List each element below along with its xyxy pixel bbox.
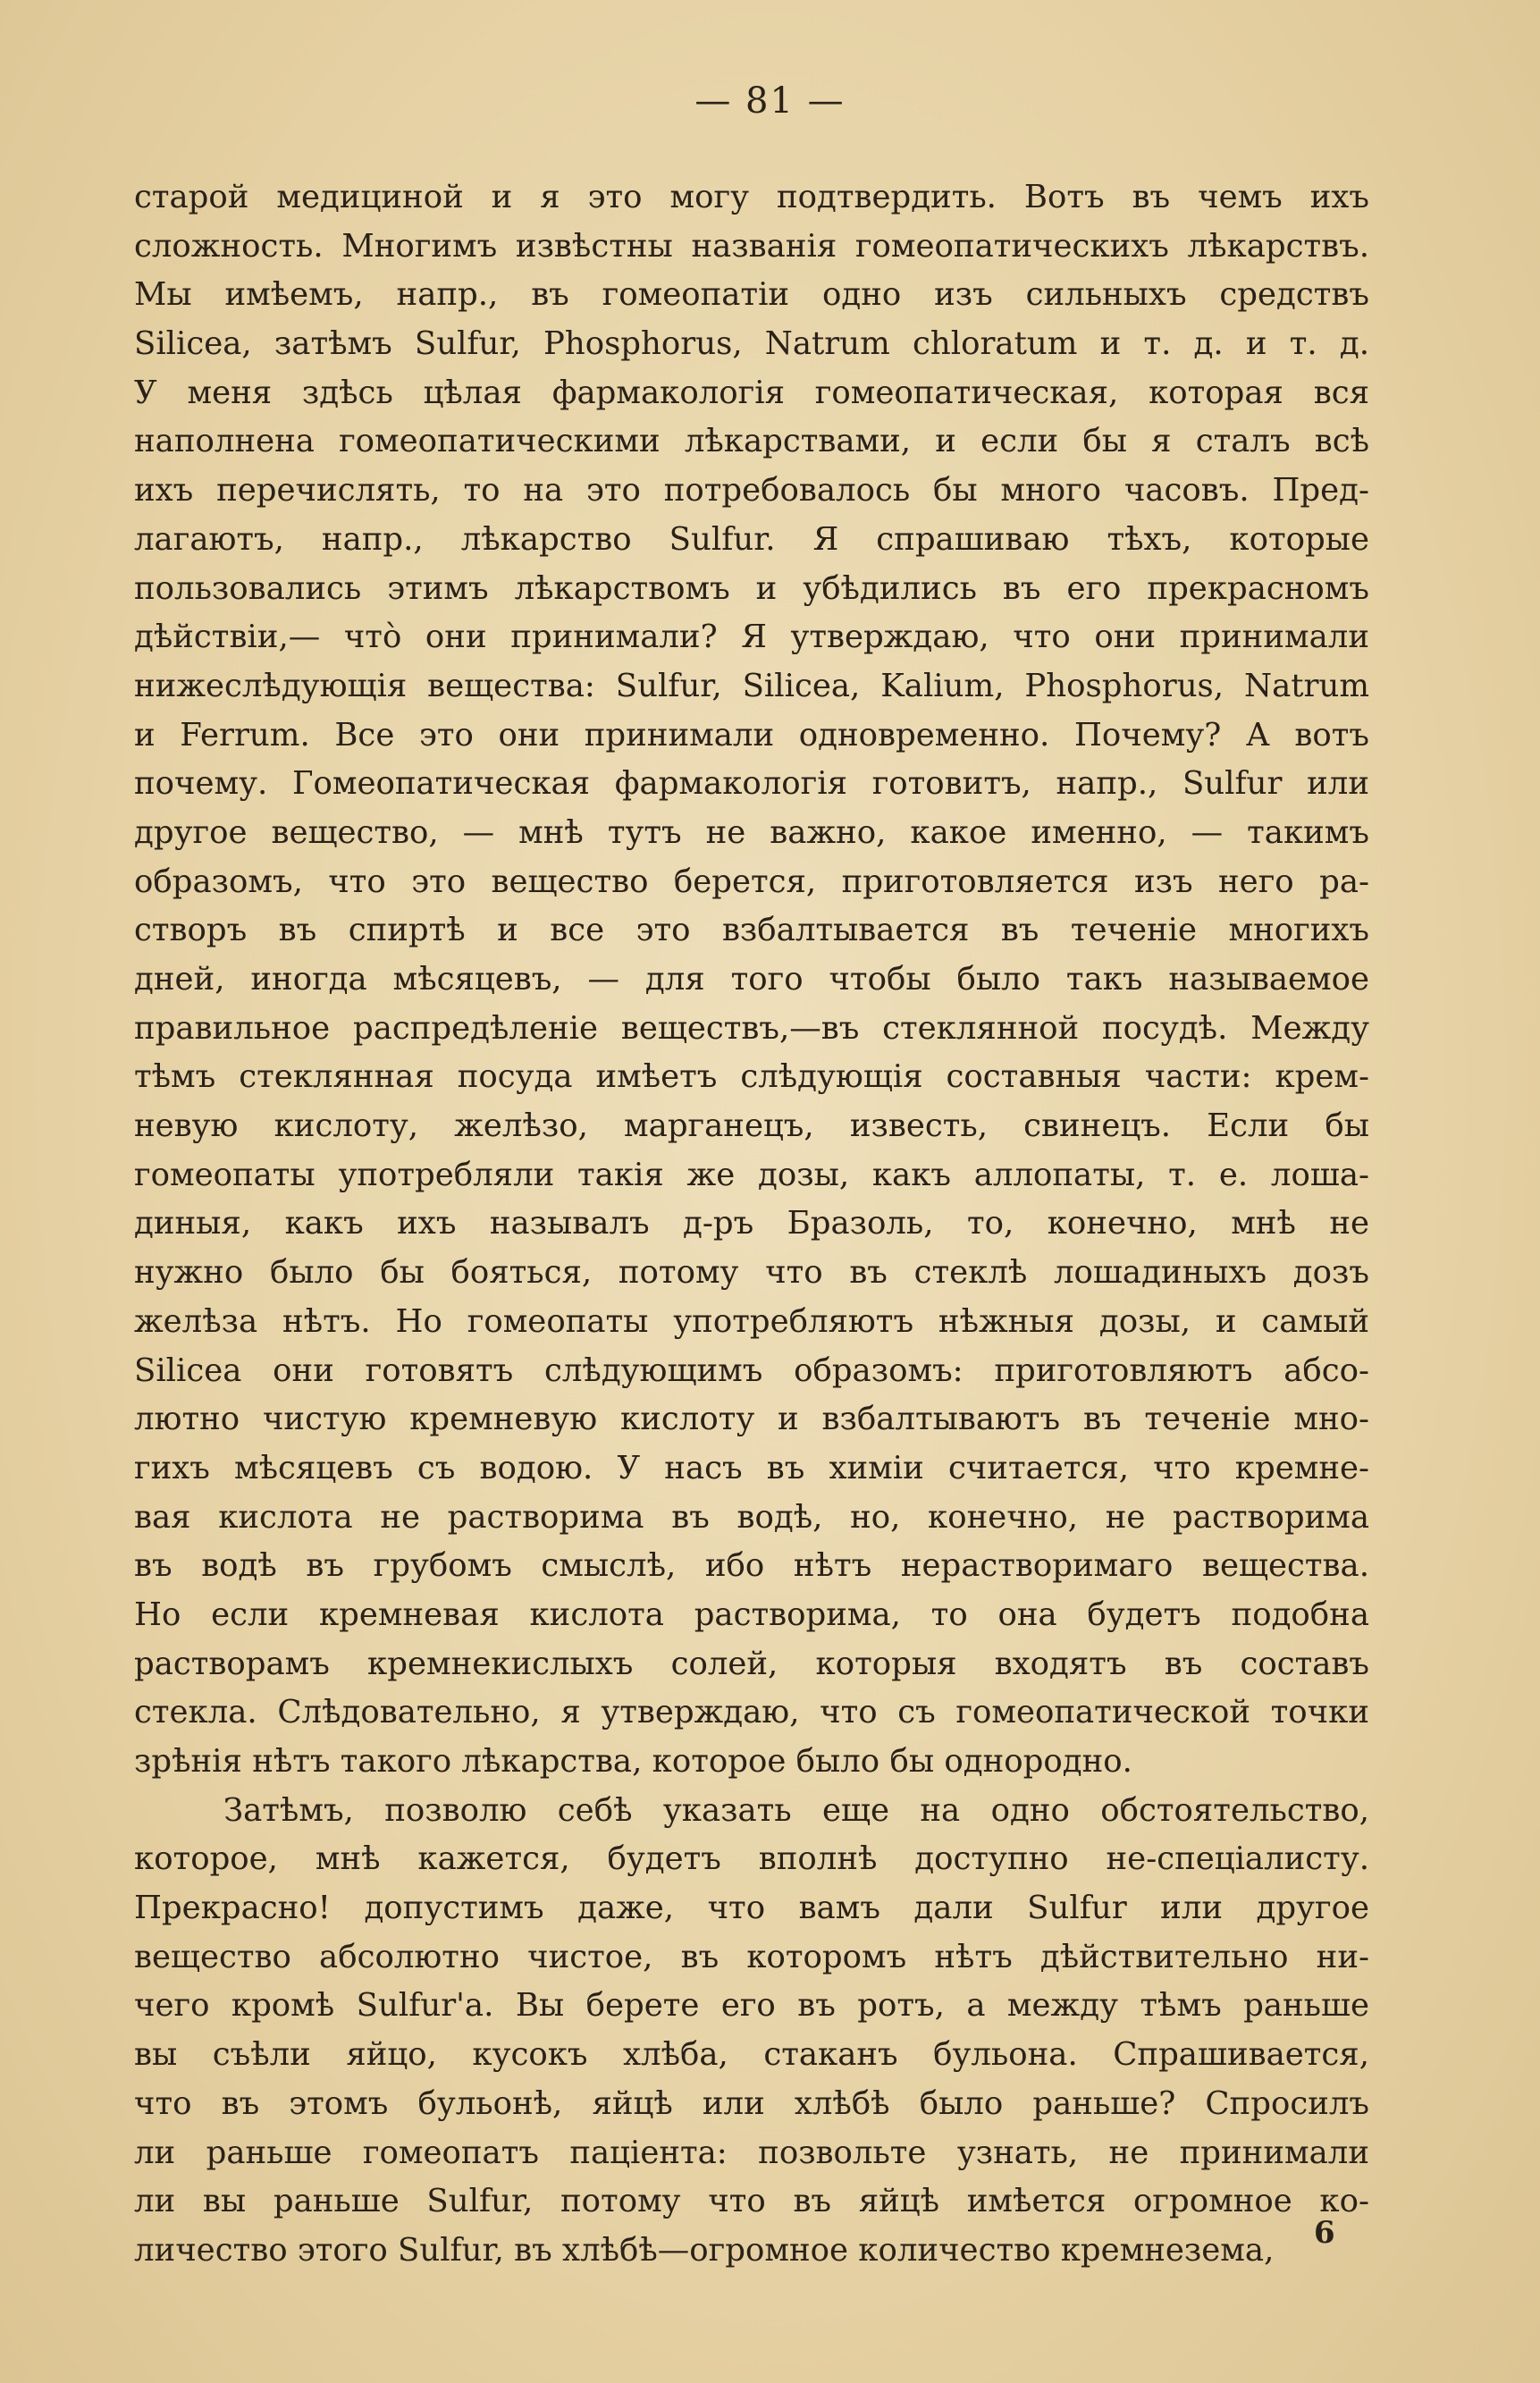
text-line: растворамъ кремнекислыхъ солей, которыя входятъ въ составъ bbox=[134, 1645, 1369, 1682]
text-line: вая кислота не растворима въ водѣ, но, конечно, не растворима bbox=[134, 1498, 1369, 1536]
text-line: ихъ перечислять, то на это потребовалось бы много часовъ. Пред- bbox=[134, 472, 1369, 509]
text-line: вещество абсолютно чистое, въ которомъ нѣтъ дѣйствительно ни- bbox=[134, 1938, 1369, 1975]
text-line: стекла. Слѣдовательно, я утверждаю, что съ гомеопатической точки bbox=[134, 1694, 1369, 1731]
text-line: которое, мнѣ кажется, будетъ вполнѣ доступно не-спеціалисту. bbox=[134, 1840, 1369, 1878]
text-line: пользовались этимъ лѣкарствомъ и убѣдились въ его прекрасномъ bbox=[134, 569, 1369, 607]
text-line: нижеслѣдующія вещества: Sulfur, Silicea, Kalium, Phosphorus, Natrum bbox=[134, 667, 1369, 704]
text-line: и Ferrum. Все это они принимали одновременно. Почему? А вотъ bbox=[134, 716, 1369, 754]
text-line: Затѣмъ, позволю себѣ указать еще на одно обстоятельство, bbox=[223, 1791, 1369, 1829]
text-line: тѣмъ стеклянная посуда имѣетъ слѣдующія составныя части: крем- bbox=[134, 1058, 1369, 1096]
text-line: Silicea они готовятъ слѣдующимъ образомъ: приготовляютъ абсо- bbox=[134, 1351, 1369, 1389]
text-line: старой медициной и я это могу подтвердить. Вотъ въ чемъ ихъ bbox=[134, 179, 1369, 215]
text-line: диныя, какъ ихъ называлъ д-ръ Бразоль, то, конечно, мнѣ не bbox=[134, 1205, 1369, 1242]
text-line: что въ этомъ бульонѣ, яйцѣ или хлѣбѣ было раньше? Спросилъ bbox=[134, 2084, 1369, 2122]
signature-mark: 6 bbox=[1314, 2215, 1335, 2251]
text-line: Мы имѣемъ, напр., въ гомеопатіи одно изъ сильныхъ средствъ bbox=[134, 276, 1369, 314]
text-line: почему. Гомеопатическая фармакологія готовитъ, напр., Sulfur или bbox=[134, 765, 1369, 803]
text-line: Но если кремневая кислота растворима, то она будетъ подобна bbox=[134, 1596, 1369, 1633]
text-line: правильное распредѣленіе веществъ,—въ стеклянной посудѣ. Между bbox=[134, 1009, 1369, 1047]
text-line: въ водѣ въ грубомъ смыслѣ, ибо нѣтъ нерастворимаго вещества. bbox=[134, 1547, 1369, 1585]
text-line: ли раньше гомеопатъ паціента: позвольте узнать, не принимали bbox=[134, 2134, 1369, 2171]
text-line: другое вещество, — мнѣ тутъ не важно, какое именно, — такимъ bbox=[134, 813, 1369, 851]
text-line: чего кромѣ Sulfur'а. Вы берете его въ ротъ, а между тѣмъ раньше bbox=[134, 1987, 1369, 2025]
text-line: наполнена гомеопатическими лѣкарствами, и если бы я сталъ всѣ bbox=[134, 423, 1369, 460]
text-line: створъ въ спиртѣ и все это взбалтывается въ теченіе многихъ bbox=[134, 912, 1369, 949]
text-body bbox=[134, 173, 1369, 2276]
text-line: У меня здѣсь цѣлая фармакологія гомеопатическая, которая вся bbox=[134, 374, 1369, 411]
text-line: желѣза нѣтъ. Но гомеопаты употребляютъ нѣжныя дозы, и самый bbox=[134, 1302, 1369, 1340]
text-line: Silicea, затѣмъ Sulfur, Phosphorus, Natrum chloratum и т. д. и т. д. bbox=[134, 325, 1369, 363]
text-line: лютно чистую кремневую кислоту и взбалтываютъ въ теченіе мно- bbox=[134, 1401, 1369, 1438]
text-line: гихъ мѣсяцевъ съ водою. У насъ въ химіи считается, что кремне- bbox=[134, 1449, 1369, 1486]
text-line: вы съѣли яйцо, кусокъ хлѣба, стаканъ бульона. Спрашивается, bbox=[134, 2036, 1369, 2074]
text-line: нужно было бы бояться, потому что въ стеклѣ лошадиныхъ дозъ bbox=[134, 1254, 1369, 1292]
text-line: образомъ, что это вещество берется, приготовляется изъ него ра- bbox=[134, 863, 1369, 900]
text-line: дней, иногда мѣсяцевъ, — для того чтобы было такъ называемое bbox=[134, 961, 1369, 998]
text-line: дѣйствіи,— что̀ они принимали? Я утверждаю, что они принимали bbox=[134, 619, 1369, 656]
text-line: личество этого Sulfur, въ хлѣбѣ—огромное количество кремнезема, bbox=[134, 2231, 1275, 2269]
page-number: — 81 — bbox=[694, 80, 846, 122]
text-line: сложность. Многимъ извѣстны названія гомеопатическихъ лѣкарствъ. bbox=[134, 227, 1369, 265]
text-line: ли вы раньше Sulfur, потому что въ яйцѣ имѣется огромное ко- bbox=[134, 2183, 1369, 2220]
text-line: Прекрасно! допустимъ даже, что вамъ дали Sulfur или другое bbox=[134, 1890, 1369, 1927]
text-line: зрѣнія нѣтъ такого лѣкарства, которое было бы однородно. bbox=[134, 1743, 1132, 1780]
text-line: гомеопаты употребляли такія же дозы, какъ аллопаты, т. е. лоша- bbox=[134, 1156, 1369, 1193]
text-line: невую кислоту, желѣзо, марганецъ, известь, свинецъ. Если бы bbox=[134, 1107, 1369, 1145]
text-line: лагаютъ, напр., лѣкарство Sulfur. Я спрашиваю тѣхъ, которые bbox=[134, 520, 1369, 558]
